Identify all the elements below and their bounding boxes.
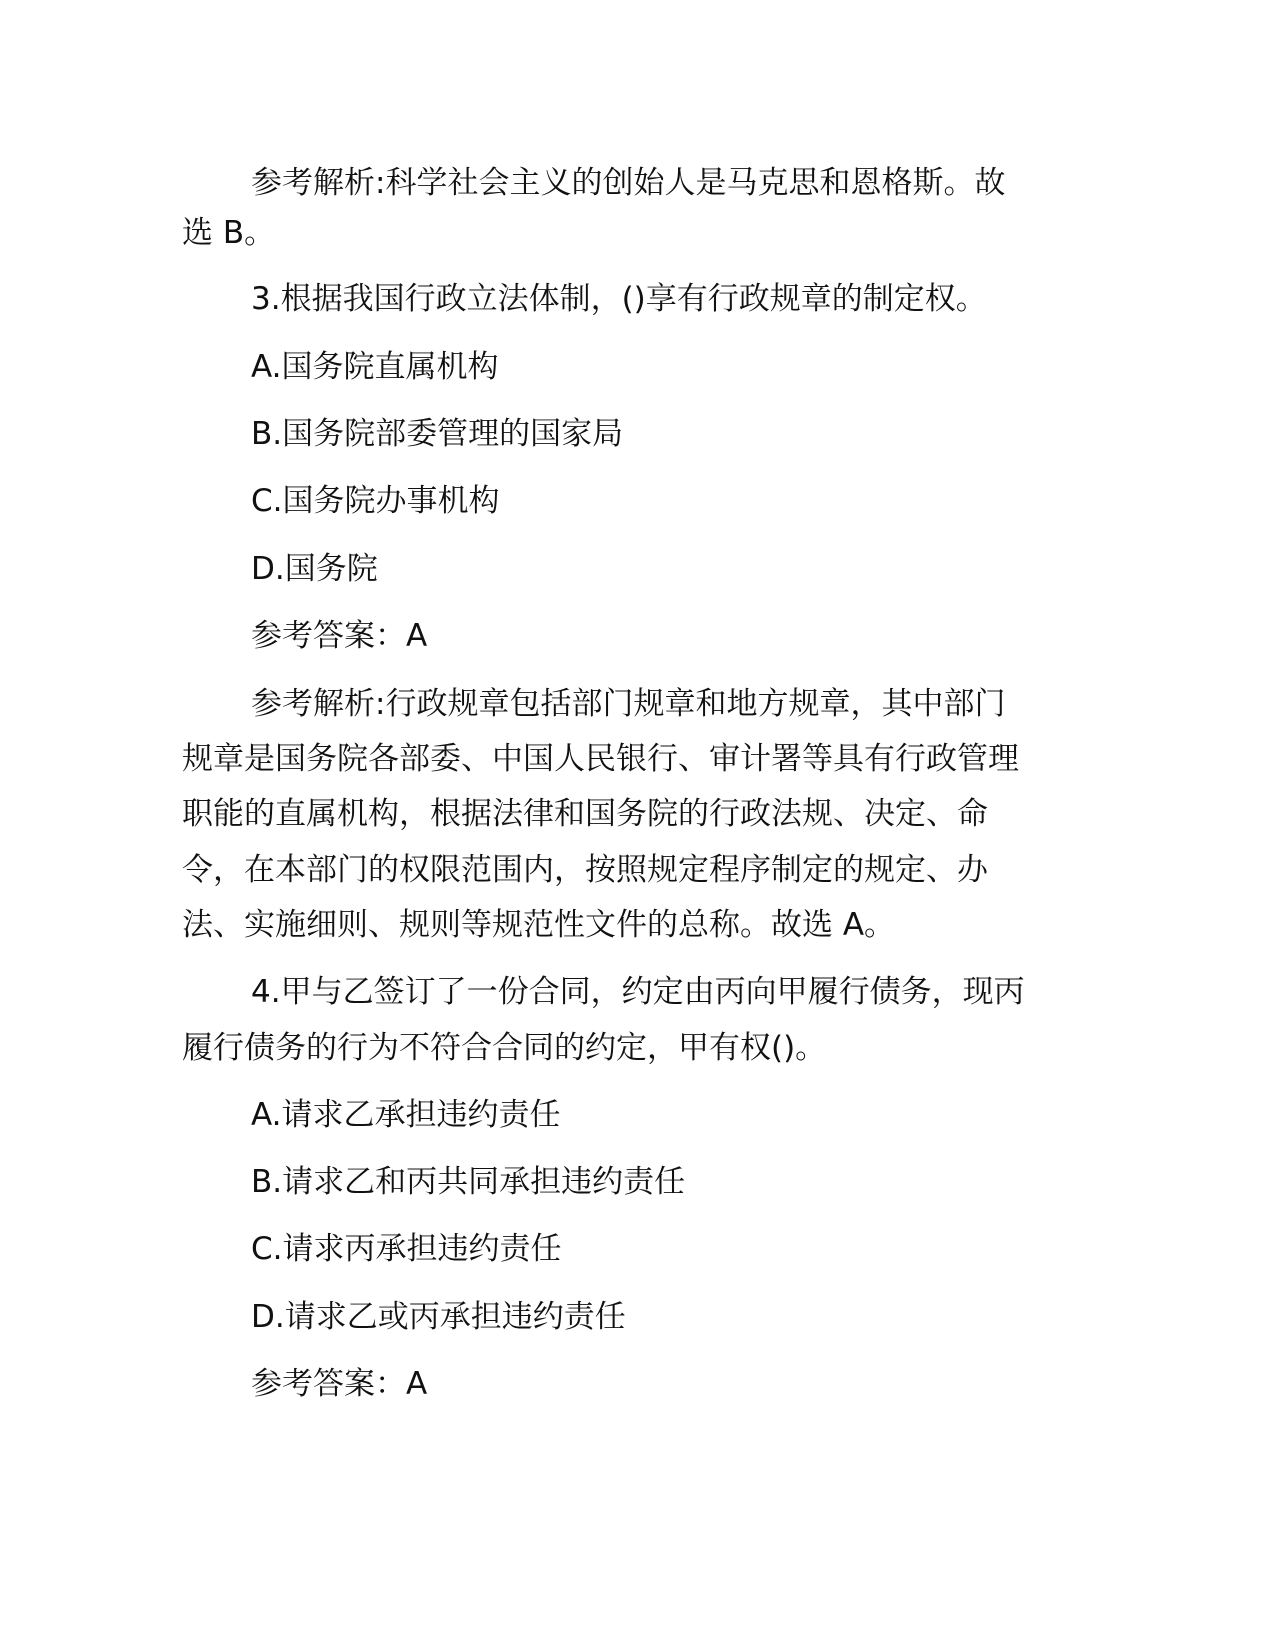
q3-option-c: C.国务院办事机构 (251, 483, 500, 519)
q4-question-line-1: 4.甲与乙签订了一份合同，约定由丙向甲履行债务，现丙 (251, 974, 1025, 1010)
q3-question: 3.根据我国行政立法体制，()享有行政规章的制定权。 (251, 281, 987, 317)
q3-explanation-line-5: 法、实施细则、规则等规范性文件的总称。故选 A。 (182, 907, 896, 943)
q4-answer: 参考答案：A (251, 1366, 428, 1402)
q4-question-line-2: 履行债务的行为不符合合同的约定，甲有权()。 (182, 1030, 827, 1066)
q3-answer: 参考答案：A (251, 618, 428, 654)
q2-explanation-line-2: 选 B。 (182, 215, 276, 251)
q3-explanation-line-2: 规章是国务院各部委、中国人民银行、审计署等具有行政管理 (182, 741, 1019, 777)
q4-option-b: B.请求乙和丙共同承担违约责任 (251, 1164, 686, 1200)
q3-option-d: D.国务院 (251, 551, 378, 587)
q2-explanation-line-1: 参考解析:科学社会主义的创始人是马克思和恩格斯。故 (251, 165, 1006, 201)
q4-option-a: A.请求乙承担违约责任 (251, 1097, 561, 1133)
q3-option-a: A.国务院直属机构 (251, 349, 499, 385)
q4-option-c: C.请求丙承担违约责任 (251, 1231, 562, 1267)
q3-explanation-line-1: 参考解析:行政规章包括部门规章和地方规章，其中部门 (251, 686, 1006, 722)
q3-explanation-line-4: 令，在本部门的权限范围内，按照规定程序制定的规定、办 (182, 852, 988, 888)
q3-explanation-line-3: 职能的直属机构，根据法律和国务院的行政法规、决定、命 (182, 796, 988, 832)
q4-option-d: D.请求乙或丙承担违约责任 (251, 1299, 626, 1335)
q3-option-b: B.国务院部委管理的国家局 (251, 416, 624, 452)
